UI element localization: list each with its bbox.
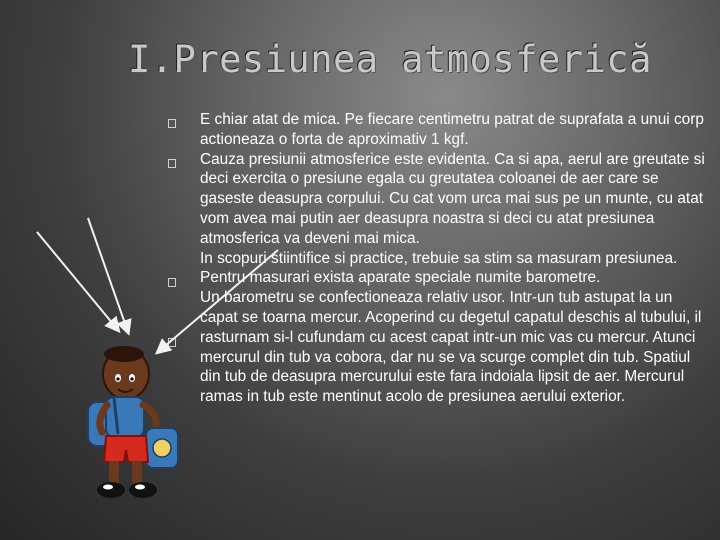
boy-with-backpack-icon xyxy=(88,346,178,498)
air-pressure-arrows xyxy=(37,218,278,352)
paragraph-1: E chiar atat de mica. Pe fiecare centimetru patrat de suprafata a unui corp actioneaza o forta de aproximativ 1 kgf. xyxy=(200,111,704,148)
paragraph-3: In scopuri stiintifice si practice, trebuie sa stim sa masuram presiunea. Pentru masurari exista aparate speciale numite barometre. xyxy=(200,249,678,287)
pressure-arrow-3 xyxy=(158,250,278,352)
pressure-arrow-2 xyxy=(88,218,128,332)
paragraph-4: Un barometru se confectioneaza relativ usor. Intr-un tub astupat la un capat se toarna mercur. Acoperind cu degetul capatul deschis al tubului, il rasturnam si-l cufundam cu acest capat intr-un mic vas cu mercur. Atunci mercurul din tub va cobora, dar nu se va scurge complet din tub. Spatiul din tub de deasupra mercurului este fara indoiala lipsit de aer. Mercurul ramas in tub este mentinut acolo de presiunea aerului exterior. xyxy=(200,289,702,406)
slide-title: I.Presiunea atmosferică xyxy=(128,38,652,81)
pressure-arrow-1 xyxy=(37,232,118,330)
paragraph-2: Cauza presiunii atmosferice este evidenta. Ca si apa, aerul are greutate si deci exercita o presiune egala cu greutatea coloanei de aer care se gaseste deasupra corpului. Cu cat vom urca mai sus pe un munte, cu atat vom avea mai putin aer deasupra noastra si deci cu atat presiunea atmosferica va deveni mai mica. xyxy=(200,150,705,247)
